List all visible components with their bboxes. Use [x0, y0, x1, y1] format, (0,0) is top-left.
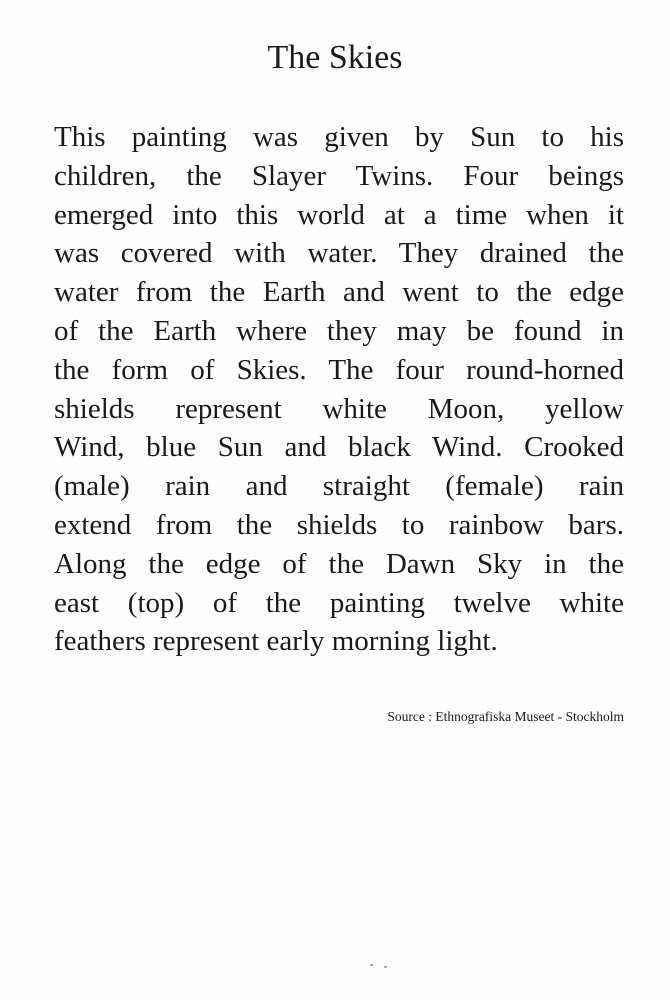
body-line: was covered with water. They drained the	[54, 237, 624, 270]
page-title: The Skies	[267, 39, 403, 76]
body-paragraph	[54, 118, 624, 661]
body-line: water from the Earth and went to the edge	[54, 276, 624, 309]
body-line: extend from the shields to rainbow bars.	[54, 508, 624, 541]
body-line: Wind, blue Sun and black Wind. Crooked	[54, 431, 624, 464]
body-line: This painting was given by Sun to his	[54, 121, 624, 153]
body-line: (male) rain and straight (female) rain	[54, 470, 624, 503]
body-line: east (top) of the painting twelve white	[54, 586, 624, 619]
body-line: of the Earth where they may be found in	[54, 314, 624, 347]
body-line: the form of Skies. The four round-horned	[54, 353, 624, 386]
body-line: children, the Slayer Twins. Four beings	[54, 159, 624, 192]
body-line: feathers represent early morning light.	[54, 625, 498, 658]
source-credit: Source : Ethnografiska Museet - Stockholm	[387, 709, 624, 724]
body-line: emerged into this world at a time when it	[54, 198, 624, 231]
body-line: Along the edge of the Dawn Sky in the	[54, 547, 624, 580]
scan-speck	[370, 964, 373, 966]
body-line: shields represent white Moon, yellow	[54, 392, 624, 425]
scan-speck	[384, 966, 387, 968]
